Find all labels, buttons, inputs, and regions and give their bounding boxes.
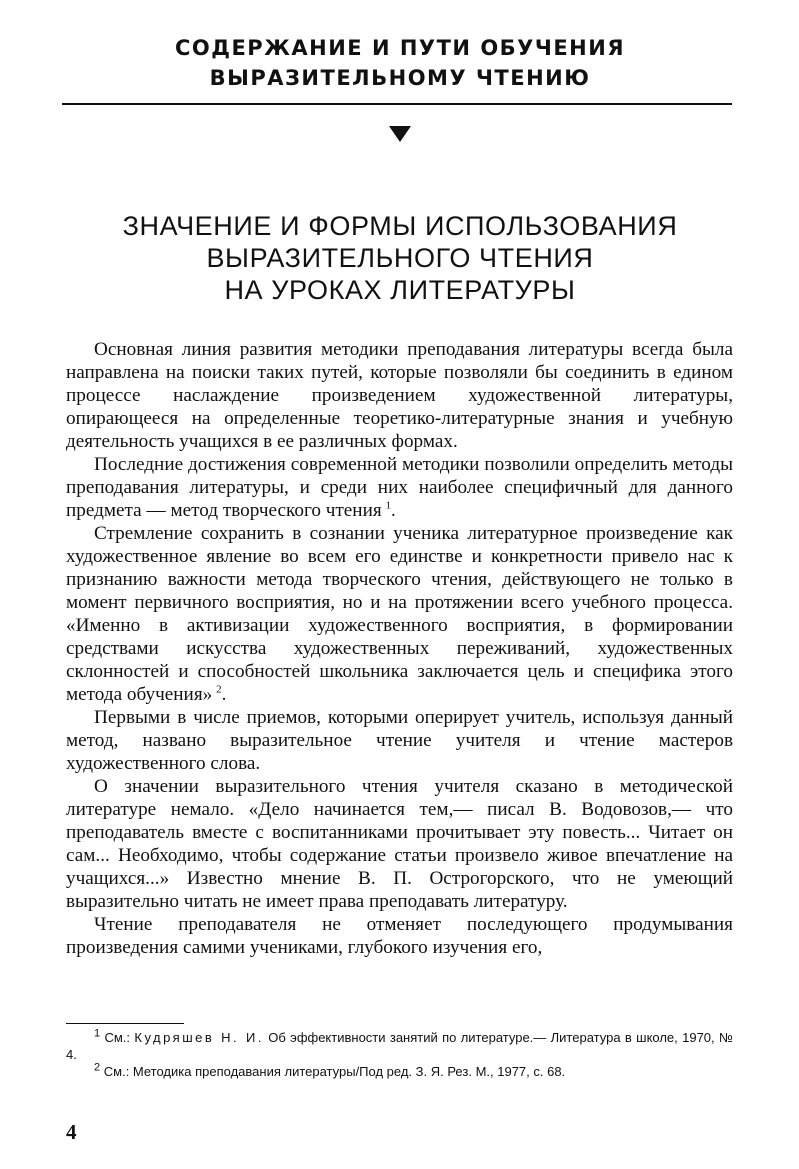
chapter-title xyxy=(60,210,740,306)
footnote-1 xyxy=(66,1029,733,1063)
header-divider xyxy=(62,103,732,105)
paragraph-2-end: . xyxy=(391,500,396,521)
paragraph-6: Чтение преподавателя не отменяет последующего продумывания произведения самими учениками, глубокого изучения его, xyxy=(66,914,733,958)
paragraph-3-text: Стремление сохранить в сознании ученика литературное произведение как художественное явление во всем его единстве и конкретности привело нас к признанию важности метода творческого чтения, действующего не только в момент первичного восприятия, но и на протяжении всего учебного процесса. «Именно в активизации художественного восприятия, в формировании средствами искусства художественных переживаний, художественных склонностей и способностей школьника заключается цель и специфика этого метода обучения» xyxy=(66,523,733,705)
body-text xyxy=(66,338,733,959)
footnote-2-marker: 2 xyxy=(94,1061,101,1074)
paragraph-3-end: . xyxy=(221,684,227,705)
chapter-title-line-1: ЗНАЧЕНИЕ И ФОРМЫ ИСПОЛЬЗОВАНИЯ xyxy=(122,211,678,241)
footnote-ref-1: 1 xyxy=(385,499,392,512)
paragraph-3 xyxy=(66,522,733,706)
section-title xyxy=(60,33,740,93)
footnotes xyxy=(66,1029,733,1080)
footnote-1-prefix: См.: xyxy=(104,1030,131,1045)
paragraph-2 xyxy=(66,453,733,522)
footnote-1-text: Об эффективности занятий по литературе.— Литература в школе, 1970, № 4. xyxy=(66,1030,733,1062)
footnote-2-text: См.: Методика преподавания литературы/Под ред. З. Я. Рез. М., 1977, с. 68. xyxy=(103,1064,566,1079)
page-number: 4 xyxy=(66,1120,77,1144)
section-title-line-2: ВЫРАЗИТЕЛЬНОМУ ЧТЕНИЮ xyxy=(209,66,591,90)
section-title-line-1: СОДЕРЖАНИЕ И ПУТИ ОБУЧЕНИЯ xyxy=(174,36,626,60)
footnote-ref-2: 2 xyxy=(216,683,222,696)
footnote-divider xyxy=(66,1023,184,1024)
footnote-1-author: Кудряшев Н. И. xyxy=(134,1030,264,1045)
chapter-title-line-3: НА УРОКАХ ЛИТЕРАТУРЫ xyxy=(224,275,576,305)
footnote-2 xyxy=(66,1063,733,1080)
paragraph-4: Первыми в числе приемов, которыми оперирует учитель, используя данный метод, названо выразительное чтение учителя и чтение мастеров художественного слова. xyxy=(66,707,733,774)
paragraph-1: Основная линия развития методики преподавания литературы всегда была направлена на поиски таких путей, которые позволяли бы соединить в едином процессе наслаждение произведением художественной литературы, опирающееся на определенные теоретико-литературные знания и учебную деятельность учащихся в ее различных формах. xyxy=(66,339,733,452)
down-triangle-icon xyxy=(389,126,411,142)
paragraph-5: О значении выразительного чтения учителя сказано в методической литературе немало. «Дело начинается тем,— писал В. Водовозов,— что преподаватель вместе с воспитанниками прочитывает эту повесть... Читает он сам... Необходимо, чтобы содержание статьи произвело живое впечатление на учащихся...» Известно мнение В. П. Острогорского, что не умеющий выразительно читать не имеет права преподавать литературу. xyxy=(66,776,733,912)
footnote-1-marker: 1 xyxy=(94,1027,101,1040)
paragraph-2-text: Последние достижения современной методики позволили определить методы преподавания литературы, и среди них наиболее специфичный для данного предмета — метод творческого чтения xyxy=(66,454,733,521)
chapter-title-line-2: ВЫРАЗИТЕЛЬНОГО ЧТЕНИЯ xyxy=(206,243,594,273)
